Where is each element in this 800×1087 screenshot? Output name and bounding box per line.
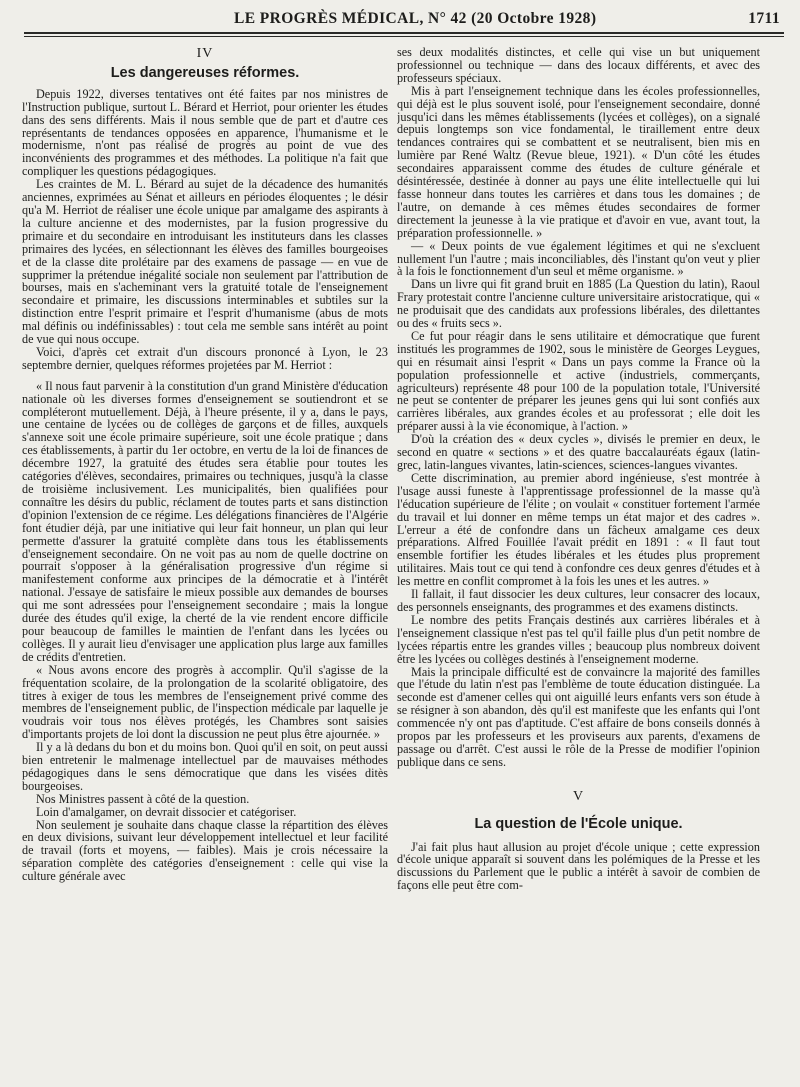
page-number: 1711 [748, 10, 780, 27]
section-title-iv: Les dangereuses réformes. [110, 64, 300, 81]
paragraph: Voici, d'après cet extrait d'un discours prononcé à Lyon, le 23 septembre dernier, quelques réformes projetées par M. Herriot : [22, 344, 388, 372]
paragraph: Depuis 1922, diverses tentatives ont été faites par nos ministres de l'Instruction publique, surtout L. Bérard et Herriot, pour orienter les études dans des sens différents. Mais il nous semble que de part et d'autre ces représentants de tendances opposées en apparence, l'humanisme et le modernisme, n'ont pas réalisé de progrès au point de vue des inconvénients des programmes et des méthodes. La politique n'a fait que compliquer les questions pédagogiques. [22, 86, 388, 179]
paragraph: Ce fut pour réagir dans le sens utilitaire et démocratique que furent institués les programmes de 1902, sous le ministère de Georges Leygues, qui en résumait ainsi l'esprit « Dans un pays comme la France où la population professionnelle et active (industriels, commerçants, agriculteurs) représente 48 pour 100 de la population totale, l'Université ne peut se contenter de préparer les jeunes gens qui lui sont confiés aux carrières libérales, aux grandes écoles et au professorat ; elle doit les préparer aussi à la vie économique, à l'action. » [397, 328, 760, 434]
section-numeral-iv: IV [196, 46, 214, 61]
paragraph: J'ai fait plus haut allusion au projet d'école unique ; cette expression d'école unique apparaît si souvent dans les polémiques de la Presse et les discussions du Parlement que le public a intérêt à savoir de combien de façons elle peut être com- [397, 839, 760, 893]
quoted-paragraph: « Nous avons encore des progrès à accomplir. Qu'il s'agisse de la fréquentation scolaire, de la prolongation de la scolarité obligatoire, des titres à exiger de tous les membres de l'enseignement privé comme des membres de l'enseignement public, de l'inspection médicale par laquelle je voudrais voir tous nos élèves protégés, les Chambres sont saisies d'importants projets de loi dont la discussion ne peut plus être ajournée. » [22, 662, 388, 742]
paragraph: Il fallait, il faut dissocier les deux cultures, leur consacrer des locaux, des personnels enseignants, des programmes et des examens distincts. [397, 587, 760, 614]
header-rule-thin [24, 36, 784, 37]
paragraph: Il y a là dedans du bon et du moins bon. Quoi qu'il en soit, on peut aussi bien entretenir le malmenage intellectuel par de mauvaises méthodes pédagogiques dans le sens démocratique que dans les visées ditès bourgeoises. [22, 740, 388, 793]
paragraph: Le nombre des petits Français destinés aux carrières libérales et à l'enseignement classique n'est pas tel qu'il faille plus d'un petit nombre de lycées répartis entre les grandes villes ; beaucoup plus nombreux doivent être les lycées ou collèges destinés à l'enseignement moderne. [397, 612, 760, 666]
paragraph: — « Deux points de vue également légitimes et qui ne s'excluent nullement l'un l'autre ; mais inconciliables, dès l'instant qu'on veut y plier à la fois le fonctionnement d'un seul et même organisme. » [397, 238, 760, 279]
left-column [22, 46, 388, 1076]
paragraph: Dans un livre qui fit grand bruit en 1885 (La Question du latin), Raoul Frary protestait contre l'ancienne culture universitaire aristocratique, qui « ne produisait que des candidats aux professions libérales, des dilettantes ou des « fruits secs ». [397, 277, 760, 331]
paragraph: Non seulement je souhaite dans chaque classe la répartition des élèves en deux divisions, suivant leur développement intellectuel et leur facilité de travail (forts et moyens, — faibles). Mais je crois nécessaire la séparation complète des catégories d'enseignement : celle qui vise la culture générale avec [22, 817, 388, 884]
quoted-paragraph: « Il nous faut parvenir à la constitution d'un grand Ministère d'éducation nationale où les diverses formes d'enseignement se soutiendront et se compléteront mutuellement. Déjà, à l'heure présente, il y a, dans le pays, une centaine de lycées ou de collèges de garçons et de filles, auxquels s'annexe soit une école primaire supérieure, soit une école pratique ; dans ces établissements, à partir du 1er octobre, en vertu de la loi de finances de décembre 1927, la gratuité des études sera établie pour toutes les catégories d'élèves, secondaires, primaires ou techniques, jusqu'à la classe de troisième inclusivement. Les municipalités, bien qualifiées pour connaître les désirs du public, réclament de toutes parts et sans distinction d'opinion l'extension de ce régime. Les délégations financières de l'Algérie font étudier déjà, par une initiative qui leur fait honneur, un plan qui leur permette d'assurer la gratuité complète dans tous les établissements d'enseignement secondaire. On ne voit pas au nom de quelle doctrine on pourrait s'opposer à la généralisation progressive d'un régime si manifestement conforme aux principes de la démocratie et à l'intérêt national. J'essaye de satisfaire le mieux possible aux demandes de bourses qui me sont adressées pour l'enseignement secondaire ; mais la longue durée des études qu'il exige, la cherté de la vie rendent encore difficile pour beaucoup de familles le maintien de l'enfant dans les lycées ou collèges. Il y aurait lieu d'envisager une application plus large aux familles de crédits d'entretien. [22, 378, 388, 664]
paragraph: Les craintes de M. L. Bérard au sujet de la décadence des humanités anciennes, exprimées au Sénat et ailleurs en périodes éloquentes ; le désir qu'a M. Herriot de réaliser une école unique par amalgame des aspirants à la culture ancienne et des modernistes, par la fusion progressive du primaire et du secondaire en introduisant les instituteurs dans les classes primaires des lycées, en sélectionnant les élèves des familles bourgeoises et de la classe dite prolétaire par des examens de passage — en vue de supprimer la prétendue inégalité sociale non seulement par l'attribution de bourses, mais en s'acheminant vers la gratuité totale de l'enseignement secondaire et primaire, les discussions interminables et subtiles sur la distinction entre l'esprit primaire et l'esprit d'humanisme (abus de mots mal définis ou indéfinissables) : tout cela me semble sans intérêt au point de vue qui nous occupe. [22, 177, 388, 347]
right-column [397, 46, 760, 1076]
paragraph: Loin d'amalgamer, on devrait dissocier et catégoriser. [36, 804, 297, 819]
header-rule [24, 32, 784, 34]
section-numeral-v: V [572, 788, 585, 804]
paragraph: D'où la création des « deux cycles », divisés le premier en deux, le second en quatre « sections » et des quatre baccalauréats égaux (latin-grec, latin-langues vivantes, latin-sciences, sciences-langues vivantes. [397, 432, 760, 472]
paragraph: Nos Ministres passent à côté de la question. [36, 791, 250, 806]
paragraph-continued: ses deux modalités distinctes, et celle qui vise un but uniquement professionnel ou technique — dans des locaux différents, et avec des professeurs spéciaux. [397, 46, 760, 85]
section-title-v: La question de l'École unique. [474, 815, 683, 832]
paragraph: Mais la principale difficulté est de convaincre la majorité des familles que l'étude du latin n'est pas l'emblème de toute éducation distinguée. La seconde est d'amener celles qui ont aiguillé leurs enfants vers son étude à se résigner à son abandon, dès qu'il est manifeste que les enfants qui l'ont commencée n'y ont pas d'aptitude. C'est affaire de bons conseils donnés à propos par les professeurs et les proviseurs aux parents, d'examens de passage ou d'arrêt. C'est aussi le rôle de la Presse de modifier l'opinion publique dans ce sens. [397, 664, 760, 769]
paragraph: Mis à part l'enseignement technique dans les écoles professionnelles, qui déjà est le plus souvent isolé, pour l'enseignement secondaire, donné jusqu'ici dans les mêmes établissements (lycées et collèges), on a signalé depuis longtemps son vice fondamental, le tiraillement entre deux tendances contraires qui se combattent et se neutralisent, bien mis en lumière par René Waltz (Revue bleue, 1921). « D'un côté les études secondaires apparaissent comme des études de culture générale et désintéressée, destinée à donner au pays une élite intellectuelle qui lui fasse honneur dans toutes les carrières et dans tous les domaines ; de l'autre, on demande à ces mêmes études secondaires de former directement la jeunesse à la vie pratique et d'avoir en vue, avant tout, la préparation professionnelle. » [397, 83, 760, 240]
running-header [18, 6, 788, 32]
running-title: LE PROGRÈS MÉDICAL, N° 42 (20 Octobre 1928) [234, 10, 597, 27]
paragraph: Cette discrimination, au premier abord ingénieuse, s'est montrée à l'usage aussi funeste à l'apprentissage professionnel de la masse qu'à l'éducation supérieure de l'élite ; on voulait « constituer fortement l'armée du travail et lui donner en même temps un état major et des cadres ». L'erreur a été de confondre dans un fâcheux amalgame ces deux préparations. Alfred Fouillée l'avait prédit en 1891 : « Il faut tout ensemble fortifier les études libérales et les études plus proprement utilitaires. Mais tout ce qui tend à confondre ces deux genres d'études et à les mettre en conflit compromet à la fois les unes et les autres. » [397, 470, 760, 589]
